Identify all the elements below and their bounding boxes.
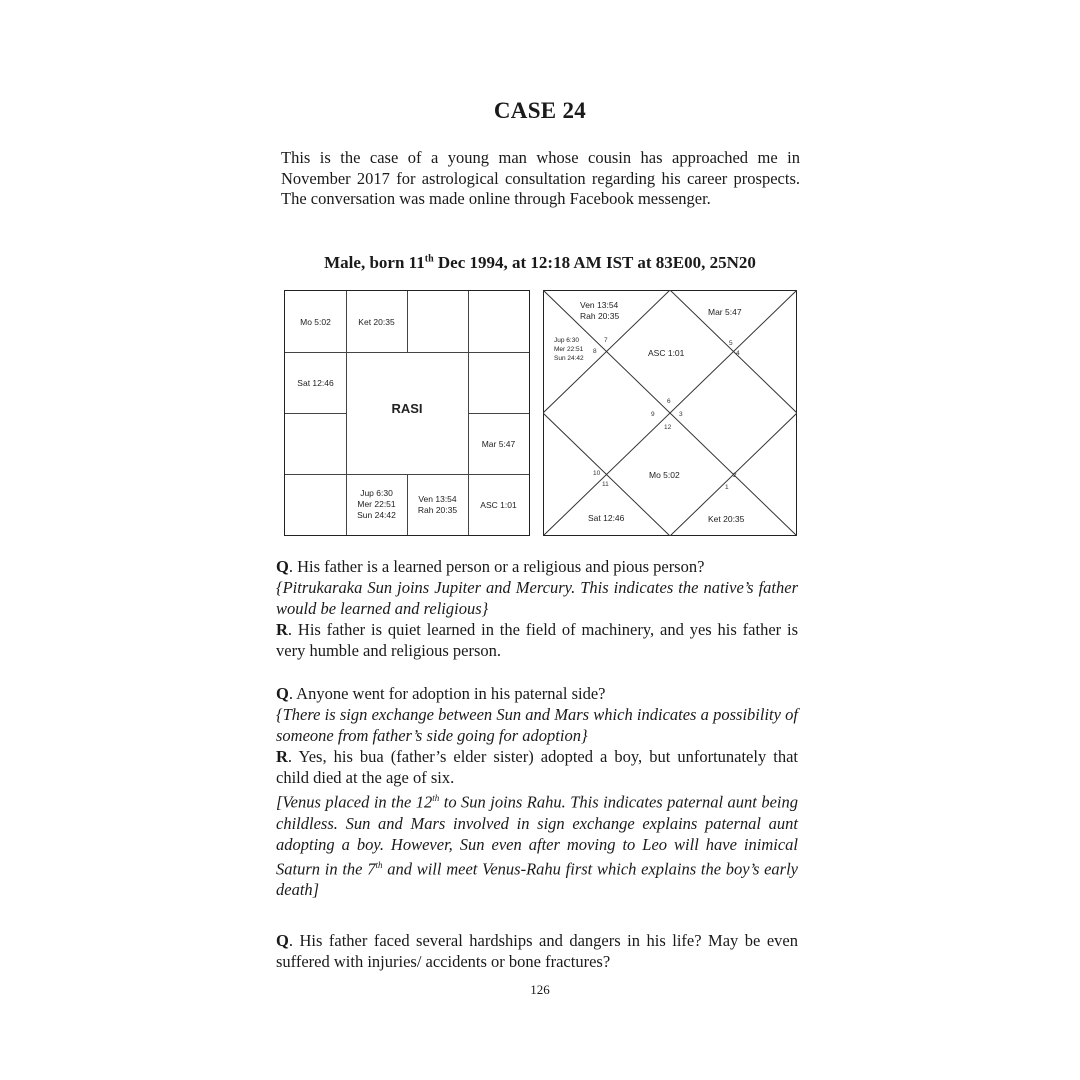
note-sup: th — [432, 793, 440, 803]
north-text-line: Jup 6:30 — [554, 337, 579, 344]
north-center-bottom: Mo 5:02 — [649, 470, 680, 480]
north-left-top-tri — [554, 336, 584, 363]
north-top-right-tri: Mar 5:47 — [708, 307, 742, 317]
north-text-line: Mer 22:51 — [554, 346, 584, 353]
astro-note: {There is sign exchange between Sun and Mars which indicates a possibility of someone from father’s side going for adoption} — [276, 705, 798, 745]
note-part: to Sun joins Rahu. This indicates paternal aunt being childless. Sun and Mars involved in sign exchange explains paternal aunt adopting a boy. However, Sun even after moving to Leo will have inimical Saturn in the 7 — [276, 792, 798, 878]
question — [276, 556, 798, 577]
house-number: 1 — [725, 484, 729, 491]
rasi-house-virgo — [468, 474, 529, 535]
rasi-libra-line: Rah 20:35 — [417, 504, 458, 515]
house-number: 3 — [679, 411, 683, 418]
rasi-house-leo-text: Mar 5:47 — [481, 438, 516, 449]
q-text: . His father is a learned person or a religious and pious person? — [288, 557, 705, 576]
north-top-left-tri — [580, 300, 619, 322]
question — [276, 930, 798, 972]
north-center-top: ASC 1:01 — [648, 348, 685, 358]
rasi-scorpio-line: Mer 22:51 — [357, 499, 396, 509]
q-label: Q — [276, 684, 289, 703]
birth-details — [0, 253, 1080, 273]
north-chart — [543, 290, 797, 536]
house-number: 11 — [602, 481, 609, 488]
q-label: Q — [276, 931, 289, 950]
rasi-house-pisces-text: Mo 5:02 — [300, 316, 331, 327]
rasi-house-pisces — [285, 291, 346, 352]
q-label: Q — [276, 557, 289, 576]
north-text-line: Ven 13:54 — [580, 300, 619, 310]
intro-paragraph: This is the case of a young man whose cousin has approached me in November 2017 for astrological consultation regarding his career prospects. The conversation was made online through Facebook messenger. — [281, 148, 800, 208]
rasi-house-libra — [407, 474, 468, 535]
r-label: R — [276, 747, 288, 766]
rasi-house-aries-text: Ket 20:35 — [358, 316, 395, 327]
astro-note-2 — [276, 788, 798, 900]
q-text: . His father faced several hardships and dangers in his life? May be even suffered with injuries/ accidents or bone fractures? — [276, 931, 798, 971]
rasi-libra-line: Ven 13:54 — [418, 493, 457, 504]
rasi-center-text: RASI — [391, 400, 423, 416]
note-part: [Venus placed in the 12 — [276, 792, 433, 812]
r-text: . Yes, his bua (father’s elder sister) adopted a boy, but unfortunately that child died at the age of six. — [276, 747, 798, 787]
qa-block-1 — [276, 556, 798, 661]
response — [276, 619, 798, 661]
rasi-house-aries — [346, 291, 407, 352]
north-bottom-left-tri: Sat 12:46 — [588, 513, 625, 523]
question — [276, 683, 798, 704]
birth-suffix: Dec 1994, at 12:18 AM IST at 83E00, 25N20 — [433, 253, 756, 272]
rasi-chart — [284, 290, 530, 536]
house-number: 10 — [593, 470, 601, 477]
house-number: 9 — [651, 411, 655, 418]
house-number: 4 — [736, 350, 740, 357]
qa-block-2 — [276, 683, 798, 900]
page-title: CASE 24 — [493, 98, 587, 123]
house-number: 6 — [667, 398, 671, 405]
note-sup: th — [375, 859, 383, 870]
house-number: 5 — [729, 340, 733, 347]
note-part: and will meet Venus-Rahu first which explains the boy’s early death] — [276, 859, 799, 899]
house-number: 12 — [664, 424, 672, 431]
rasi-house-leo — [468, 413, 529, 474]
r-text: . His father is quiet learned in the field of machinery, and yes his father is very humble and religious person. — [276, 620, 798, 660]
birth-prefix: Male, born 11 — [324, 253, 425, 272]
grid-line — [285, 413, 346, 414]
page-number: 126 — [530, 982, 550, 997]
rasi-house-virgo-text: ASC 1:01 — [480, 499, 517, 510]
rasi-scorpio-line: Sun 24:42 — [357, 510, 396, 520]
response — [276, 746, 798, 788]
rasi-center-label — [346, 352, 468, 474]
house-number: 8 — [593, 348, 597, 355]
house-number: 2 — [733, 472, 737, 479]
grid-line — [407, 291, 408, 352]
rasi-house-aquarius-text: Sat 12:46 — [297, 377, 334, 388]
qa-block-3 — [276, 930, 798, 972]
rasi-house-scorpio — [346, 474, 407, 535]
q-text: . Anyone went for adoption in his paternal side? — [288, 684, 606, 703]
birth-sup: th — [424, 253, 434, 265]
astro-note: {Pitrukaraka Sun joins Jupiter and Mercury. This indicates the native’s father would be learned and religious} — [276, 578, 798, 618]
north-text-line: Rah 20:35 — [580, 311, 620, 321]
north-bottom-right-tri: Ket 20:35 — [708, 514, 745, 524]
house-number: 7 — [604, 337, 608, 344]
rasi-scorpio-line: Jup 6:30 — [360, 488, 393, 498]
north-chart-lines — [543, 290, 797, 536]
r-label: R — [276, 620, 288, 639]
rasi-house-aquarius — [285, 352, 346, 413]
north-text-line: Sun 24:42 — [554, 355, 584, 362]
